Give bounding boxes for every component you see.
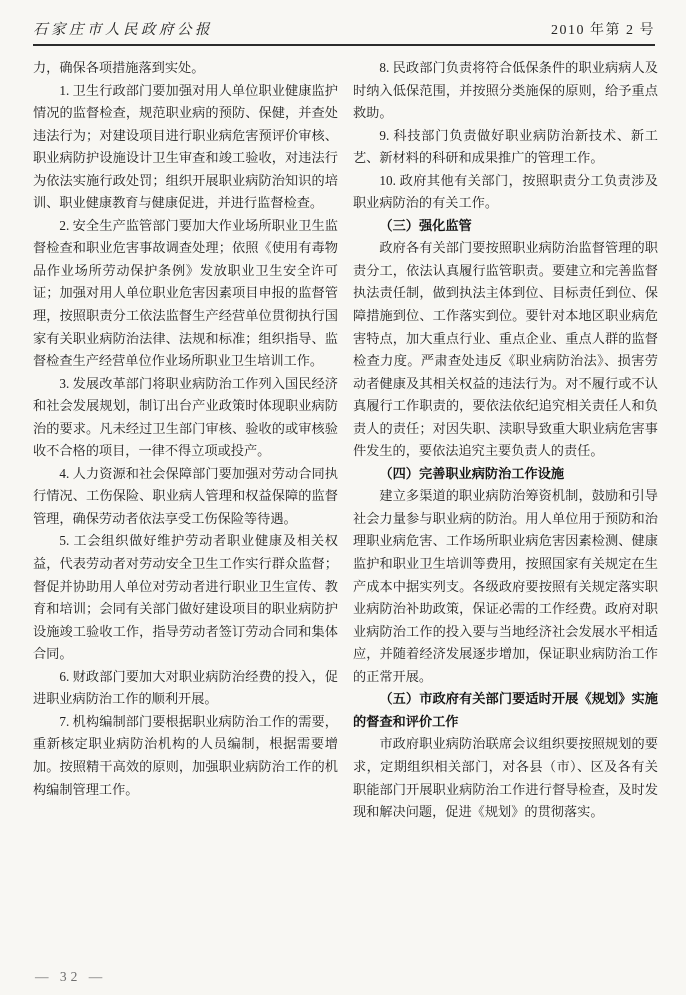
left-column: [33, 57, 338, 824]
paragraph: 7. 机构编制部门要根据职业病防治工作的需要，重新核定职业病防治机构的人员编制，根据需要增加。按照精干高效的原则，加强职业病防治工作的机构编制管理工作。: [33, 713, 338, 797]
paragraph: 6. 财政部门要加大对职业病防治经费的投入，促进职业病防治工作的顺利开展。: [33, 668, 338, 707]
gazette-title: 石家庄市人民政府公报: [33, 22, 213, 38]
section-heading: （四）完善职业病防治工作设施: [379, 465, 565, 481]
paragraph: 政府各有关部门要按照职业病防治监督管理的职责分工，依法认真履行监管职责。要建立和完善监督执法责任制，做到执法主体到位、目标责任到位、保障措施到位、工作落实到位。要针对本地区职业病危害特点，加大重点行业、重点企业、重点人群的监督检查力度。严肃查处违反《职业病防治法》、损害劳动者健康及其相关权益的违法行为。对不履行或不认真履行工作职责的，要依法依纪追究相关责任人和负责人的责任；对因失职、渎职导致重大职业病危害事件发生的，要依法追究主要负责人的责任。: [353, 240, 658, 459]
paragraph: 10. 政府其他有关部门，按照职责分工负责涉及职业病防治的有关工作。: [353, 172, 658, 211]
section-heading: （三）强化监管: [379, 217, 472, 233]
paragraph: 5. 工会组织做好维护劳动者职业健康及相关权益，代表劳动者对劳动安全卫生工作实行群众监督；督促并协助用人单位对劳动者进行职业卫生宣传、教育和培训；会同有关部门做好建设项目的职业病防护设施竣工验收工作，指导劳动者签订劳动合同和集体合同。: [33, 533, 338, 662]
page-header: [33, 22, 655, 46]
page-number: — 32 —: [35, 969, 107, 984]
paragraph: 市政府职业病防治联席会议组织要按照规划的要求，定期组织相关部门，对各县（市）、区及各有关职能部门开展职业病防治工作进行督导检查，及时发现和解决问题，促进《规划》的贯彻落实。: [353, 736, 658, 820]
page-footer: [35, 969, 106, 985]
paragraph: 1. 卫生行政部门要加强对用人单位职业健康监护情况的监督检查，规范职业病的预防、保健，并查处违法行为；对建设项目进行职业病危害预评价审核、职业病防护设施设计卫生审查和竣工验收，对违法行为依法实施行政处罚；组织开展职业病防治知识的培训、职业健康教育与健康促进，并进行监督检查。: [33, 82, 338, 211]
paragraph: 8. 民政部门负责将符合低保条件的职业病病人及时纳入低保范围，并按照分类施保的原则，给予重点救助。: [353, 60, 658, 121]
paragraph: 力，确保各项措施落到实处。: [33, 60, 205, 75]
page-content: [33, 57, 657, 824]
paragraph: 建立多渠道的职业病防治筹资机制，鼓励和引导社会力量参与职业病的防治。用人单位用于预防和治理职业病危害、工作场所职业病危害因素检测、健康监护和职业卫生培训等费用，按照国家有关规定在生产成本中据实列支。各级政府要按照有关规定落实职业病防治补助政策，保证必需的工作经费。政府对职业病防治工作的投入要与当地经济社会发展水平相适应，并随着经济发展逐步增加，保证职业病防治工作的正常开展。: [353, 488, 658, 684]
paragraph: 3. 发展改革部门将职业病防治工作列入国民经济和社会发展规划，制订出台产业政策时体现职业病防治的要求。凡未经过卫生部门审核、验收的或审核验收不合格的项目，一律不得立项或投产。: [33, 375, 338, 459]
paragraph: 4. 人力资源和社会保障部门要加强对劳动合同执行情况、工伤保险、职业病人管理和权益保障的监督管理，确保劳动者依法享受工伤保险等待遇。: [33, 465, 338, 526]
issue-number: 2010 年第 2 号: [551, 23, 655, 38]
paragraph: 2. 安全生产监管部门要加大作业场所职业卫生监督检查和职业危害事故调查处理；依照《使用有毒物品作业场所劳动保护条例》发放职业卫生安全许可证；加强对用人单位职业危害因素项目申报的监督管理，按照职责分工依法监督生产经营单位贯彻执行国家有关职业病防治法律、法规和标准；组织指导、监督检查生产经营单位作业场所职业卫生培训工作。: [33, 217, 338, 369]
right-column: [353, 57, 658, 824]
section-heading: （五）市政府有关部门要适时开展《规划》实施的督查和评价工作: [353, 691, 658, 729]
paragraph: 9. 科技部门负责做好职业病防治新技术、新工艺、新材料的科研和成果推广的管理工作。: [353, 127, 658, 166]
